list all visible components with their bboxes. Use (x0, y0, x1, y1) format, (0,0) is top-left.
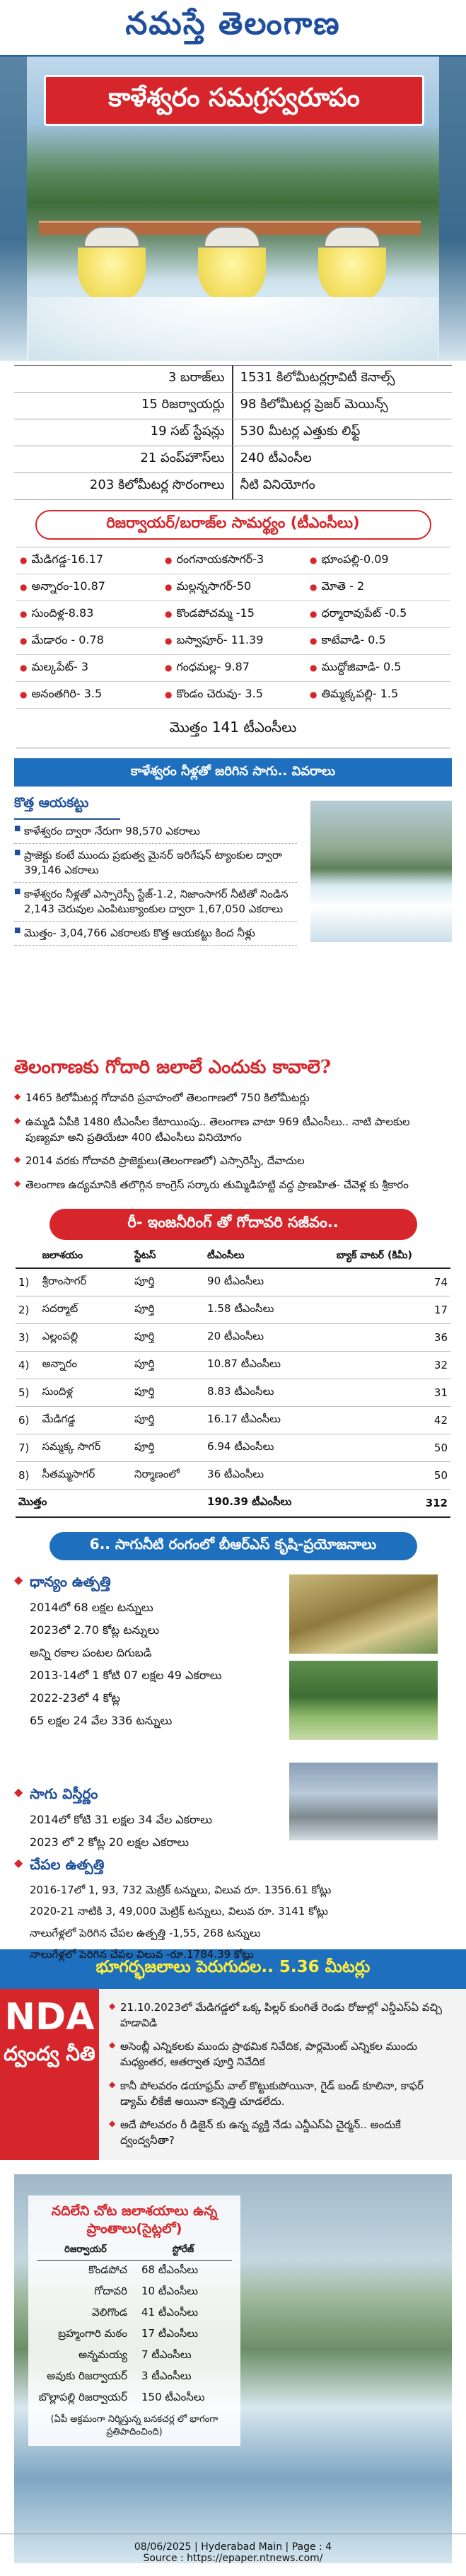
river-storage: 10 టీఎంసీలు (141, 2285, 199, 2298)
total-km: 312 (334, 1489, 450, 1517)
capacity-item: ● అన్నారం-10.87 (16, 574, 161, 601)
river-col-b: స్టోరేజ్ (172, 2244, 194, 2256)
river-reservoir: వెలిగొండ (91, 2306, 127, 2319)
cell: 2) (16, 1296, 40, 1323)
river-storage: 7 టీఎంసీలు (141, 2348, 192, 2362)
canal-photo (310, 801, 452, 942)
grain-heading: ◆ ధాన్యం ఉత్పత్తి (14, 1567, 297, 1596)
stats-row (14, 446, 452, 473)
stats-left: 203 కిలోమీటర్ల సొరంగాలు (14, 473, 233, 499)
grain-line: 2023లో 2.70 కోట్ల టన్నులు (30, 1623, 160, 1637)
table-row (16, 1351, 450, 1379)
fish-line: 2020-21 నాటికి 3, 49,000 మెట్రిక్ టన్నులు, విలువ రూ. 3141 కోట్లు (30, 1905, 328, 1918)
sprinkler-photo (289, 1661, 438, 1740)
cell: పూర్తి (132, 1323, 204, 1351)
cell: 4) (16, 1351, 40, 1379)
brs-section (14, 1567, 452, 1961)
col-header: టీఎంసీలు (204, 1246, 334, 1268)
table-row (16, 1406, 450, 1434)
barrage-gate (78, 226, 146, 304)
nda-point: ◆ అదే పోలవరం రీ డిజైన్ కు ఉన్న వ్యక్తి నేడు ఎన్డీఎస్ఏ చైర్మన్.. అందుకే ద్వంద్వనీతా? (109, 2113, 453, 2153)
fish-line: 2016-17లో 1, 93, 732 మెట్రిక్ టన్నులు, విలువ రూ. 1356.61 కోట్లు (30, 1883, 332, 1896)
river-reservoir: కొండపోచ (88, 2263, 127, 2277)
cell: 31 (334, 1379, 450, 1406)
cell: పూర్తి (132, 1351, 204, 1379)
stats-right: 530 మీటర్ల ఎత్తుకు లిఫ్ట్ (240, 424, 361, 439)
cell: సదర్మాట్ (40, 1296, 132, 1323)
cell: 20 టీఎంసీలు (204, 1323, 334, 1351)
cell: సమ్మక్క సాగర్ (40, 1434, 132, 1461)
river-row (37, 2345, 232, 2367)
capacity-item: ● తిమ్మక్కపల్లి- 1.5 (305, 682, 450, 709)
area-line: 2014లో కోటి 31 లక్షల 34 వేల ఎకరాలు (30, 1812, 212, 1826)
table-row (16, 1323, 450, 1351)
capacity-item: ● ముద్దోజివాడి- 0.5 (305, 655, 450, 682)
projects-title: రీ- ఇంజనీరింగ్ తో గోదావరి సజీవం.. (49, 1209, 417, 1240)
cell: 1.58 టీఎంసీలు (204, 1296, 334, 1323)
area-block (14, 1780, 297, 1854)
table-row (16, 1434, 450, 1461)
nda-section (0, 1989, 466, 2160)
capacity-item: ● సుందిళ్ల-8.83 (16, 601, 161, 628)
stats-row (14, 473, 452, 500)
cell: 1) (16, 1268, 40, 1296)
cell: 50 (334, 1461, 450, 1489)
masthead (0, 0, 466, 57)
capacity-item: ● భూంపల్లి-0.09 (305, 547, 450, 574)
cell: 8) (16, 1461, 40, 1489)
page-footer (0, 2534, 466, 2576)
grain-line: 65 లక్షల 24 వేల 336 టన్నులు (30, 1713, 173, 1727)
nda-point: ◆ అసెంబ్లీ ఎన్నికలకు ముందు ప్రాథమిక నివేదిక, పార్లమెంట్ ఎన్నికల ముందు మధ్యంతర, ఆతర్వాత పూర్తి నివేదిక (109, 2035, 453, 2075)
total-label: మొత్తం (16, 1489, 204, 1517)
water-foam (28, 297, 438, 361)
grain-line: అన్ని రకాల పంటల దిగుబడి (30, 1645, 152, 1659)
stats-right: 240 టీఎంసీల (240, 451, 312, 465)
table-total-row (16, 1489, 450, 1517)
stats-right: నీటి వినియోగం (240, 477, 315, 492)
grain-line: 2014లో 68 లక్షల టన్నులు (30, 1600, 153, 1614)
fish-photo (289, 1763, 438, 1840)
godari-title: తెలంగాణకు గోదారి జలాలే ఎందుకు కావాలె? (14, 1057, 332, 1078)
river-col-a: రిజర్వాయర్ (64, 2244, 107, 2256)
capacity-item: ● ధర్మారావుపేట్ -0.5 (305, 601, 450, 628)
fish-block (14, 1850, 452, 1966)
cell: పూర్తి (132, 1268, 204, 1296)
cell: 6) (16, 1406, 40, 1434)
cell: అన్నారం (40, 1351, 132, 1379)
nda-subtitle: ద్వంద్వ నీతి (4, 2041, 95, 2065)
ayacut-text (14, 792, 297, 946)
cell: శ్రీరాంసాగర్ (40, 1268, 132, 1296)
ayacut-bullet: ■ మొత్తం- 3,04,766 ఎకరాలకు కొత్త ఆయకట్టు కింద నీళ్లు (14, 922, 297, 946)
cell: 16.17 టీఎంసీలు (204, 1406, 334, 1434)
capacity-total: మొత్తం 141 టీఎంసీలు (16, 709, 450, 748)
area-heading: ◆ సాగు విస్తీర్ణం (14, 1780, 297, 1809)
river-reservoir: అవుకు రిజర్వాయర్ (47, 2369, 127, 2383)
river-row (37, 2303, 232, 2324)
river-storage: 41 టీఎంసీలు (141, 2306, 199, 2319)
groundwater-banner: భూగర్భజలాలు పెరుగుదల.. 5.36 మీటర్లు (0, 1949, 466, 1989)
fish-heading: ◆ చేపల ఉత్పత్తి (14, 1850, 452, 1879)
river-card (28, 2195, 240, 2447)
cell: 90 టీఎంసీలు (204, 1268, 334, 1296)
capacity-item: ● మోతె - 2 (305, 574, 450, 601)
river-title: నదిలేని చోట జలాశయాలు ఉన్న ప్రాంతాలు(సైట్లలో) (51, 2203, 218, 2237)
cell: ఎల్లంపల్లి (40, 1323, 132, 1351)
cell: 50 (334, 1434, 450, 1461)
table-row (16, 1461, 450, 1489)
grain-line: 2013-14లో 1 కోటి 07 లక్షల 49 ఎకరాలు (30, 1668, 222, 1682)
hero-title: కాళేశ్వరం సమగ్రస్వరూపం (44, 75, 424, 126)
capacity-item: ● మల్లన్నసాగర్-50 (161, 574, 305, 601)
cell: 32 (334, 1351, 450, 1379)
cell: పూర్తి (132, 1406, 204, 1434)
capacity-item: ● అనంతగిరి- 3.5 (16, 682, 161, 709)
grain-photo (289, 1574, 438, 1654)
cell: సీతమ్మసాగర్ (40, 1461, 132, 1489)
grain-block (14, 1567, 297, 1732)
grain-line: 2022-23లో 4 కోట్ల (30, 1690, 120, 1705)
barrage-gate (318, 226, 386, 304)
stats-row (14, 419, 452, 446)
stats-right: 98 కిలోమీటర్ల ప్రెజర్ మెయిన్స్ (240, 397, 388, 412)
cell: 8.83 టీఎంసీలు (204, 1379, 334, 1406)
brs-title: 6.. సాగునీటి రంగంలో బీఆర్ఎస్ కృషి-ప్రయోజనాలు (49, 1532, 417, 1560)
godari-point: ◆ తెలంగాణ ఉద్యమానికి తలొగ్గిన కాంగ్రెస్ సర్కారు తుమ్మిడిహట్టి వద్ద ప్రాణహిత- చేవెళ్ల కు శ్రీకారం (14, 1173, 452, 1197)
col-header (16, 1246, 40, 1268)
table-header-row (16, 1246, 450, 1268)
barrage-gate (198, 226, 266, 304)
cell: 17 (334, 1296, 450, 1323)
capacity-item: ● రంగనాయకసాగర్-3 (161, 547, 305, 574)
river-reservoir: బ్రహ్మంగారి మఠం (57, 2327, 127, 2340)
projects-table (16, 1246, 450, 1518)
area-line: 2023 లో 2 కోట్ల 20 లక్షల ఎకరాలు (30, 1835, 190, 1849)
stats-table (14, 365, 452, 500)
ayacut-banner: కాళేశ్వరం నీళ్లతో జరిగిన సాగు.. వివరాలు (14, 758, 452, 787)
cell: పూర్తి (132, 1379, 204, 1406)
stats-left: 15 రిజర్వాయర్లు (14, 393, 233, 419)
capacity-item: ● కాటేవాడి- 0.5 (305, 628, 450, 655)
river-reservoir: బొల్లాపల్లి రిజర్వాయర్ (38, 2391, 127, 2404)
stats-left: 21 పంప్‌హౌస్‌లు (14, 446, 233, 472)
stats-left: 3 బరాజ్‌లు (14, 366, 233, 392)
river-section (14, 2174, 452, 2563)
cell: 3) (16, 1323, 40, 1351)
river-row (37, 2324, 232, 2345)
cell: 5) (16, 1379, 40, 1406)
capacity-item: ● మేడారం - 0.78 (16, 628, 161, 655)
table-row (16, 1379, 450, 1406)
river-storage: 17 టీఎంసీలు (141, 2327, 199, 2340)
col-header: జలాశయం (40, 1246, 132, 1268)
river-row (37, 2282, 232, 2303)
capacity-item: ● కొండం చెరువు- 3.5 (161, 682, 305, 709)
hero-photo (0, 57, 466, 361)
ayacut-bullet: ■ కాళేశ్వరం నీళ్లతో ఎస్సారెస్పీ స్టేజ్-1.2, నిజాంసాగర్ నీటితో నిండిన 2,143 చెరువుల ఎంపిటుక్యాంకుల ద్వారా 1,67,050 ఎకరాలు (14, 883, 297, 922)
capacity-item: ● బస్వాపూర్- 11.39 (161, 628, 305, 655)
river-storage: 68 టీఎంసీలు (141, 2263, 199, 2277)
capacity-grid (16, 547, 450, 709)
hero-side-right (439, 57, 466, 361)
ayacut-section (14, 792, 452, 1047)
cell: పూర్తి (132, 1296, 204, 1323)
footer-edition: 08/06/2025 | Hyderabad Main | Page : 4 (134, 2541, 332, 2553)
cell: 36 టీఎంసీలు (204, 1461, 334, 1489)
ayacut-bullet: ■ ప్రాజెక్టు కంటే ముందు ప్రభుత్వ మైనర్ ఇరిగేషన్ ట్యాంకుల ద్వారా 39,146 ఎకరాలు (14, 844, 297, 883)
nda-point: ◆ 21.10.2023లో మేడిగడ్డలో ఒక్క పిల్లర్ కుంగితే రెండు రోజుల్లో ఎన్డీఎస్ఏ వచ్చి హడావిడి (109, 1996, 453, 2036)
total-tmc: 190.39 టీఎంసీలు (204, 1489, 334, 1517)
nda-badge (0, 1989, 99, 2160)
godari-point: ◆ ఉమ్మడి ఏపీకి 1480 టీఎంసీల కేటాయింపు.. తెలంగాణ వాటా 969 టీఎంసీలు.. నాటి పాలకుల పుణ్యమా అని ప్రతియేటా 400 టీఎంసీలు వినియోగం (14, 1110, 452, 1150)
cell: 6.94 టీఎంసీలు (204, 1434, 334, 1461)
river-reservoir: గోదావరి (94, 2285, 127, 2298)
stats-left: 19 సబ్ స్టేషన్లు (14, 419, 233, 446)
capacity-item: ● మేడిగడ్డ-16.17 (16, 547, 161, 574)
table-row (16, 1296, 450, 1323)
cell: 7) (16, 1434, 40, 1461)
godari-points (0, 1086, 466, 1197)
capacity-item: ● గంధమల్ల- 9.87 (161, 655, 305, 682)
table-row (16, 1268, 450, 1296)
masthead-title: నమస్తే తెలంగాణ (125, 6, 341, 42)
river-reservoir: అన్నమయ్య (78, 2348, 127, 2362)
capacity-item: ● కొండపోచమ్మ -15 (161, 601, 305, 628)
col-header: స్టేటస్ (132, 1246, 204, 1268)
capacity-item: ● మల్కపేట్- 3 (16, 655, 161, 682)
cell: 74 (334, 1268, 450, 1296)
stats-row (14, 393, 452, 419)
river-storage: 150 టీఎంసీలు (141, 2391, 205, 2404)
fish-line: నాలుగేళ్లలో పెరిగిన చేపల ఉత్పత్తి -1,55, 268 టన్నులు (30, 1926, 261, 1939)
river-storage: 3 టీఎంసీలు (141, 2369, 192, 2383)
ayacut-bullet: ■ కాళేశ్వరం ద్వారా నేరుగా 98,570 ఎకరాలు (14, 820, 297, 844)
cell: మేడిగడ్డ (40, 1406, 132, 1434)
godari-point: ◆ 1465 కిలోమీటర్ల గోదావరి ప్రవాహంలో తెలంగాణలో 750 కిలోమీటర్లు (14, 1086, 452, 1110)
cell: 36 (334, 1323, 450, 1351)
fish-line: నాలుగేళ్లలో పెరిగిన చేపల విలువ -రూ.1784.39 కోట్లు (30, 1948, 254, 1961)
cell: 10.87 టీఎంసీలు (204, 1351, 334, 1379)
cell: నిర్మాణంలో (132, 1461, 204, 1489)
footer-source[interactable]: Source : https://epaper.ntnews.com/ (143, 2553, 323, 2564)
cell: సుందిళ్ల (40, 1379, 132, 1406)
capacity-title: రిజర్వాయర్/బరాజ్‌ల సామర్థ్యం (టీఎంసీలు) (35, 510, 431, 540)
river-row (37, 2367, 232, 2388)
nda-points (99, 1989, 466, 2160)
river-note: (ఏపీ అక్రమంగా నిర్మిస్తున్న బనకచర్ల లో భాగంగా ప్రతిపాదించింది) (50, 2414, 219, 2438)
stats-right: 1531 కిలోమీటర్లగ్రావిటీ కెనాల్స్ (240, 370, 395, 385)
river-columns (37, 2244, 232, 2261)
cell: పూర్తి (132, 1434, 204, 1461)
river-row (37, 2388, 232, 2409)
nda-label: NDA (4, 1995, 95, 2038)
godari-point: ◆ 2014 వరకు గోదావరి ప్రాజెక్టులు(తెలంగాణలో) ఎస్సారెస్పీ, దేవాదుల (14, 1149, 452, 1173)
stats-row (14, 366, 452, 393)
nda-point: ◆ కానీ పోలవరం డయాఫ్రమ్ వాల్ కొట్టుకుపోయినా, గైడ్ బండ్ కూలినా, కాఫర్ డ్యామ్ లీకేజీ అయినా కన్నెత్తి చూడలేదు. (109, 2075, 453, 2114)
col-header: బ్యాక్ వాటర్ (కిమీ) (334, 1246, 450, 1268)
cell: 42 (334, 1406, 450, 1434)
ayacut-heading: కొత్త ఆయకట్టు (14, 792, 120, 820)
river-row (37, 2261, 232, 2282)
hero-side-left (0, 57, 27, 361)
